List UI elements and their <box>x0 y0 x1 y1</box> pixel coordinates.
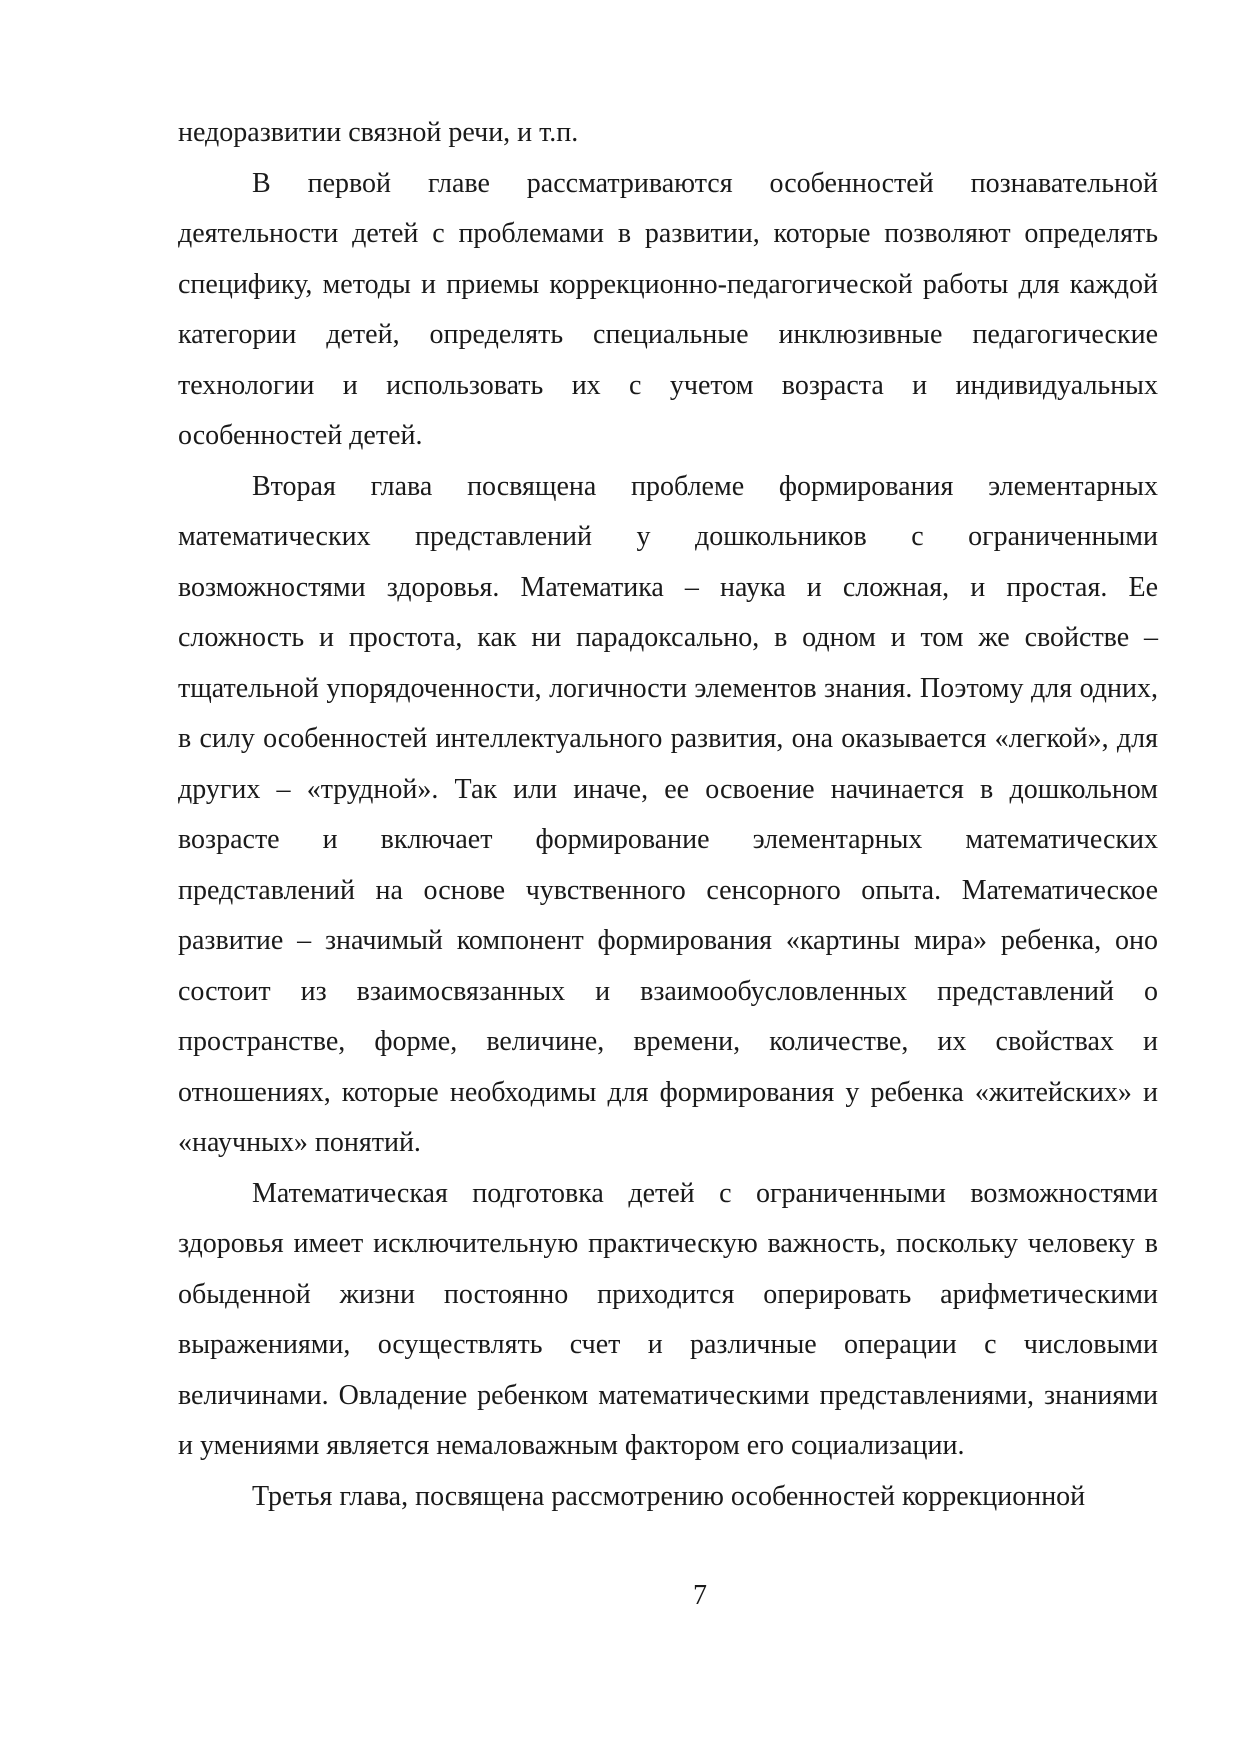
page-number: 7 <box>693 1580 707 1611</box>
paragraph-third-chapter: Третья глава, посвящена рассмотрению особенностей коррекционной <box>252 1480 1086 1512</box>
page-body-text <box>178 108 1158 1522</box>
paragraph-continuation: недоразвитии связной речи, и т.п. <box>178 117 579 148</box>
paragraph-second-chapter: Вторая глава посвящена проблеме формирования элементарных математических представлений у дошкольников с ограниченными возможностями здоровья. Математика – наука и сложная, и простая. Ее сложность и простота, как ни парадоксально, в одном и том же свойстве – тщательной упорядоченности, логичности элементов знания. Поэтому для одних, в силу особенностей интеллектуального развития, она оказывается «легкой», для других – «трудной». Так или иначе, ее освоение начинается в дошкольном возрасте и включает формирование элементарных математических представлений на основе чувственного сенсорного опыта. Математическое развитие – значимый компонент формирования «картины мира» ребенка, оно состоит из взаимосвязанных и взаимообусловленных представлений о пространстве, форме, величине, времени, количестве, их свойствах и отношениях, которые необходимы для формирования у ребенка «житейских» и «научных» понятий. <box>178 470 1158 1158</box>
paragraph-first-chapter: В первой главе рассматриваются особенностей познавательной деятельности детей с проблемами в развитии, которые позволяют определять специфику, методы и приемы коррекционно-педагогической работы для каждой категории детей, определять специальные инклюзивные педагогические технологии и использовать их с учетом возраста и индивидуальных особенностей детей. <box>178 167 1158 451</box>
paragraph-math-preparation: Математическая подготовка детей с ограниченными возможностями здоровья имеет исключительную практическую важность, поскольку человеку в обыденной жизни постоянно приходится оперировать арифметическими выражениями, осуществлять счет и различные операции с числовыми величинами. Овладение ребенком математическими представлениями, знаниями и умениями является немаловажным фактором его социализации. <box>178 1177 1158 1461</box>
